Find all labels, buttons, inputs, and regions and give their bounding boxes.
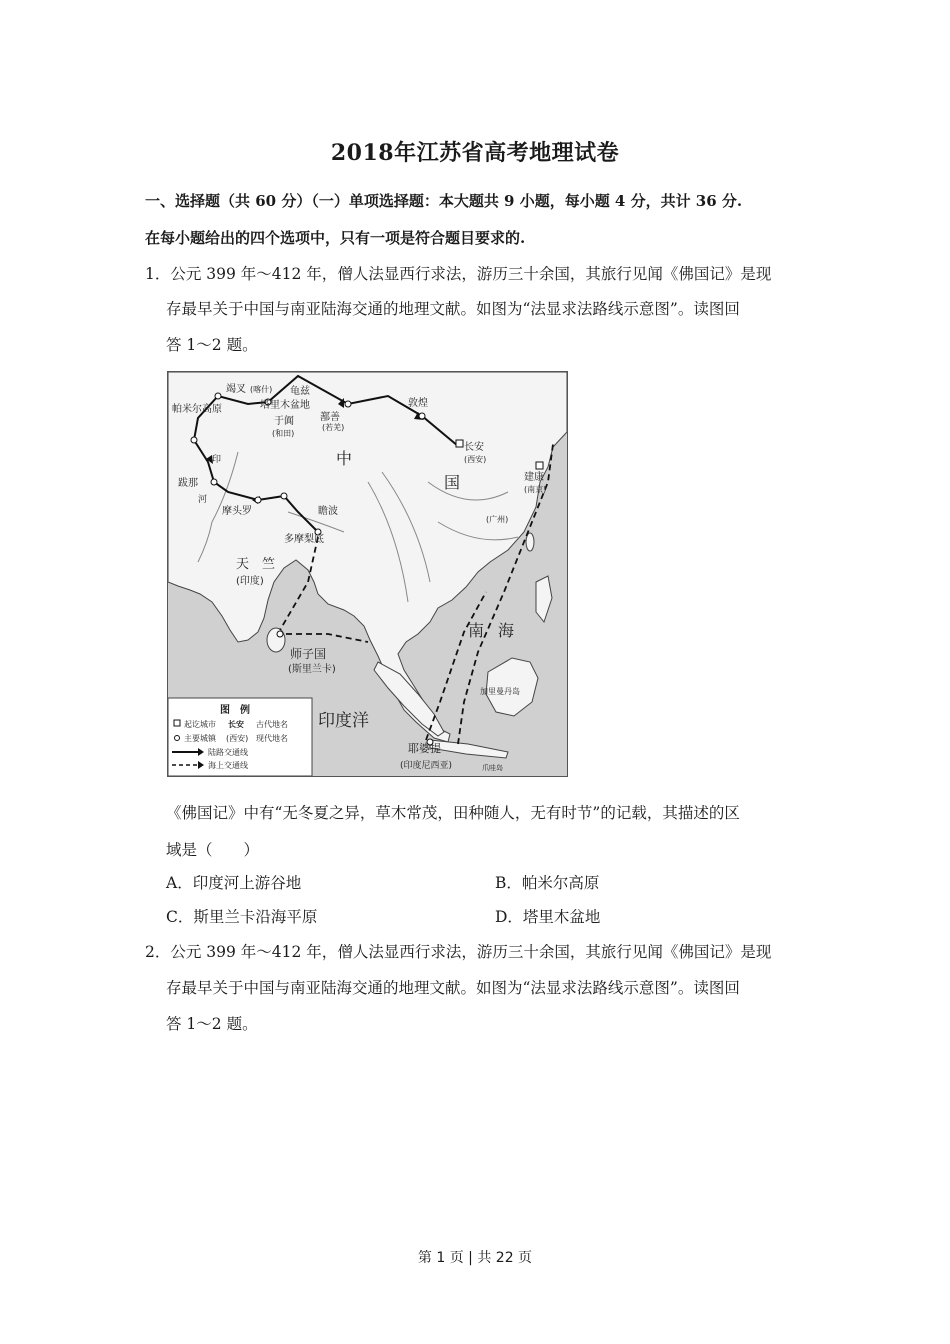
map-label-yindu: (印度) bbox=[236, 576, 264, 587]
map-label-shanshan: 鄯善 bbox=[320, 412, 340, 423]
map-label-yutian: 于阗 bbox=[274, 416, 294, 427]
map-label-indonesia: (印度尼西亚) bbox=[400, 761, 453, 771]
map-label-indian-ocean: 印度洋 bbox=[318, 711, 369, 731]
map-label-jiecha: 竭叉 bbox=[226, 384, 246, 395]
map-label-dunhuang: 敦煌 bbox=[408, 398, 428, 409]
map-label-tianzhu: 天 竺 bbox=[236, 557, 276, 572]
town-marker bbox=[419, 413, 425, 419]
q1-stem-line2: 域是（ ） bbox=[166, 841, 260, 859]
map-label-talimu: 塔里木盆地 bbox=[260, 400, 310, 411]
q1-option-d[interactable]: D．塔里木盆地 bbox=[495, 908, 601, 926]
town-marker bbox=[277, 631, 283, 637]
q2-line1: 2．公元 399 年～412 年，僧人法显西行求法，游历三十余国，其旅行见闻《佛国记》是现 bbox=[145, 943, 772, 961]
philippines-island bbox=[536, 576, 552, 622]
map-label-yepoti: 耶婆提 bbox=[408, 742, 441, 755]
legend-main-town: 主要城镇 bbox=[184, 734, 216, 743]
legend-ancient-example: 长安 bbox=[228, 720, 244, 729]
map-label-motouluo: 摩头罗 bbox=[222, 506, 252, 517]
map-label-tuona: 跋那 bbox=[178, 478, 198, 489]
page-footer: 第 1 页 | 共 22 页 bbox=[417, 1250, 533, 1266]
q1-option-b[interactable]: B．帕米尔高原 bbox=[495, 874, 600, 892]
q1-stem-line1: 《佛国记》中有“无冬夏之异，草木常茂，田种随人，无有时节”的记载，其描述的区 bbox=[166, 804, 740, 822]
map-label-guo: 国 bbox=[444, 473, 461, 492]
q2-line3: 答 1～2 题。 bbox=[166, 1015, 258, 1033]
map-label-qiuci: 龟兹 bbox=[290, 386, 310, 397]
town-marker bbox=[281, 493, 287, 499]
legend-title: 图 例 bbox=[220, 705, 250, 716]
map-label-shiziguo: 师子国 bbox=[290, 647, 327, 661]
map-legend bbox=[168, 698, 312, 776]
sea-route-line bbox=[286, 634, 368, 642]
legend-land-route: 陆路交通线 bbox=[208, 748, 248, 757]
map-label-jiankang: 建康 bbox=[524, 472, 544, 483]
q2-line2: 存最早关于中国与南亚陆海交通的地理文献。如图为“法显求法路线示意图”。读图回 bbox=[166, 979, 740, 997]
map-label-nanjing: (南京) bbox=[524, 485, 547, 494]
map-label-he: 河 bbox=[198, 495, 208, 505]
map-label-zhong: 中 bbox=[336, 449, 353, 468]
page-title: 2018年江苏省高考地理试卷 bbox=[330, 140, 620, 166]
section-header-line2: 在每小题给出的四个选项中，只有一项是符合题目要求的. bbox=[145, 229, 526, 247]
town-marker bbox=[345, 401, 351, 407]
map-label-zhanbo: 瞻波 bbox=[318, 506, 338, 517]
q1-line2: 存最早关于中国与南亚陆海交通的地理文献。如图为“法显求法路线示意图”。读图回 bbox=[166, 300, 740, 318]
section-header-line1: 一、选择题（共 60 分）（一）单项选择题：本大题共 9 小题，每小题 4 分，共计 36 分. bbox=[145, 192, 743, 210]
town-marker bbox=[215, 393, 221, 399]
map-label-xian: (西安) bbox=[464, 455, 487, 464]
legend-ancient-name: 古代地名 bbox=[256, 720, 288, 729]
town-marker bbox=[255, 497, 261, 503]
city-jiankang-marker bbox=[536, 462, 543, 469]
map-label-ruoqiang: (若羌) bbox=[322, 423, 345, 432]
map-label-hai: 海 bbox=[498, 621, 515, 640]
map-label-kashi: (喀什) bbox=[250, 385, 273, 394]
map-label-yin: 印 bbox=[212, 455, 222, 465]
town-marker bbox=[211, 479, 217, 485]
q1-option-a[interactable]: A．印度河上游谷地 bbox=[166, 874, 302, 892]
map-label-java: 爪哇岛 bbox=[482, 764, 503, 772]
map-label-hetian: (和田) bbox=[272, 429, 295, 438]
legend-start-city: 起讫城市 bbox=[184, 720, 216, 729]
sumatra-island bbox=[374, 662, 444, 736]
map-label-guangzhou: (广州) bbox=[486, 515, 509, 524]
legend-sea-route: 海上交通线 bbox=[208, 761, 248, 770]
map-label-kalimantan: 加里曼丹岛 bbox=[480, 687, 520, 696]
town-marker bbox=[191, 437, 197, 443]
legend-modern-name: 现代地名 bbox=[256, 734, 288, 743]
route-map bbox=[167, 371, 568, 777]
q1-option-c[interactable]: C．斯里兰卡沿海平原 bbox=[166, 908, 318, 926]
map-label-pamir: 帕米尔高原 bbox=[172, 404, 222, 415]
map-label-nan: 南 bbox=[468, 621, 485, 640]
map-label-duomolidi: 多摩梨底 bbox=[284, 534, 324, 545]
city-changan-marker bbox=[456, 440, 463, 447]
map-label-changan: 长安 bbox=[464, 442, 484, 453]
java-island bbox=[430, 740, 508, 758]
map-label-sililanka: (斯里兰卡) bbox=[288, 664, 336, 675]
legend-modern-example: (西安) bbox=[226, 734, 249, 743]
q1-line1: 1．公元 399 年～412 年，僧人法显西行求法，游历三十余国，其旅行见闻《佛国记》是现 bbox=[145, 265, 772, 283]
q1-line3: 答 1～2 题。 bbox=[166, 336, 258, 354]
